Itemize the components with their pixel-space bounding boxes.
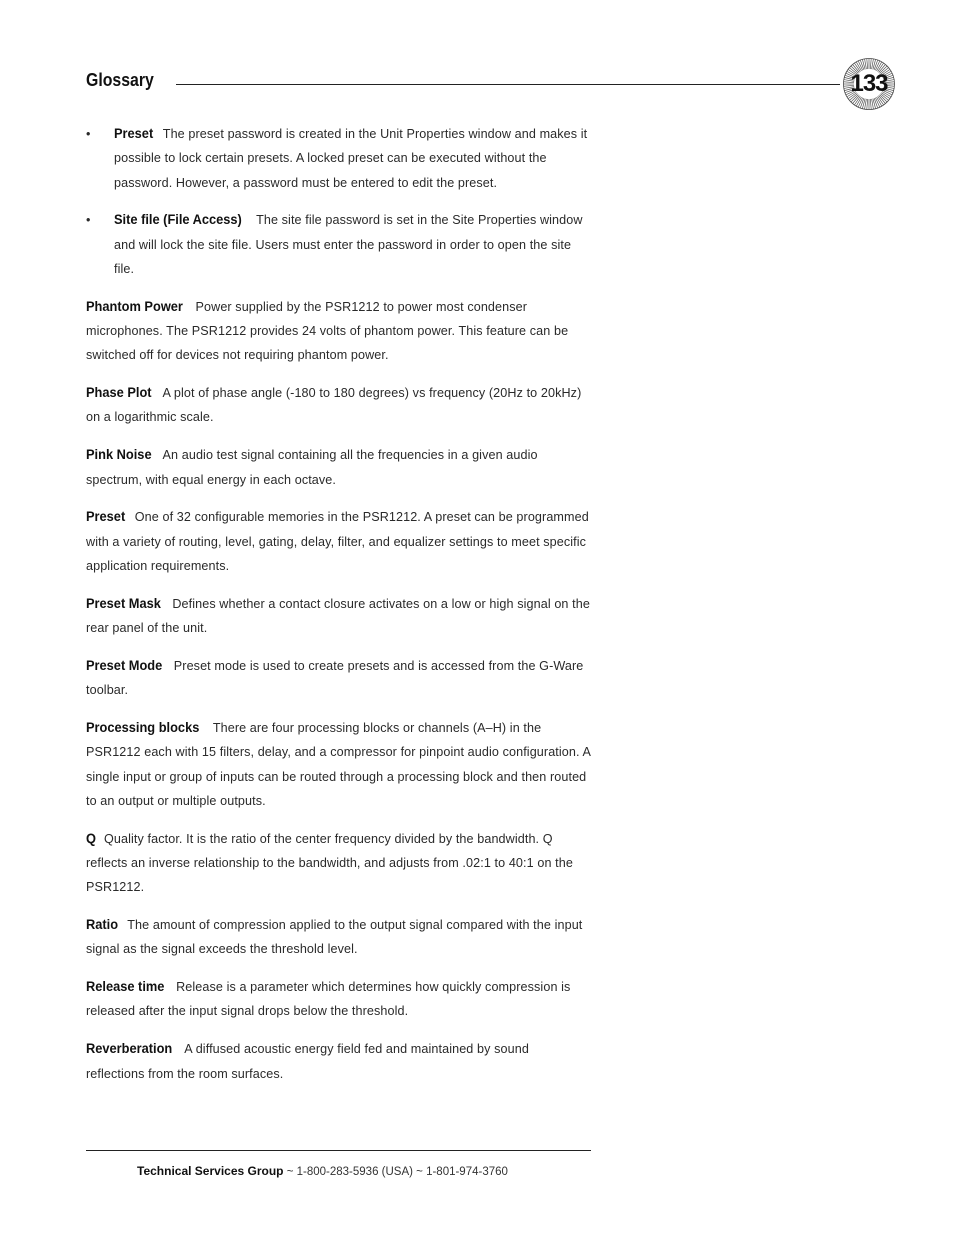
glossary-definition: The preset password is created in the Unit Properties window and makes it possible to lock certain presets. A locked preset can be executed without the password. However, a password must be entered to edit the preset. xyxy=(114,127,588,190)
glossary-term: Q xyxy=(86,830,96,846)
glossary-definition: A plot of phase angle (-180 to 180 degrees) vs frequency (20Hz to 20kHz) on a logarithmic scale. xyxy=(86,386,582,425)
glossary-entry xyxy=(86,975,591,1024)
footer-contact: ~ 1-800-283-5936 (USA) ~ 1-801-974-3760 xyxy=(283,1166,508,1178)
glossary-entry xyxy=(86,381,591,430)
page-number-badge xyxy=(843,58,895,110)
glossary-entry xyxy=(86,913,591,962)
footer-rule xyxy=(86,1150,591,1151)
glossary-definition: Defines whether a contact closure activates on a low or high signal on the rear panel of the unit. xyxy=(86,596,590,636)
glossary-term: Phase Plot xyxy=(86,385,152,401)
page-title: Glossary xyxy=(86,70,154,90)
glossary-definition: One of 32 configurable memories in the PSR1212. A preset can be programmed with a variety of routing, level, gating, delay, filter, and equalizer settings to meet specific application requirements. xyxy=(86,510,589,573)
glossary-definition: A diffused acoustic energy field fed and maintained by sound reflections from the room surfaces. xyxy=(86,1042,529,1081)
glossary-entry xyxy=(86,295,591,368)
glossary-term: Site file (File Access) xyxy=(114,212,242,228)
glossary-entry xyxy=(86,443,591,492)
glossary-definition: An audio test signal containing all the frequencies in a given audio spectrum, with equal energy in each octave. xyxy=(86,448,538,487)
glossary-definition: The amount of compression applied to the output signal compared with the input signal as the signal exceeds the threshold level. xyxy=(86,918,583,957)
glossary-entry xyxy=(86,505,591,578)
bullet-entry xyxy=(86,208,591,281)
glossary-term: Pink Noise xyxy=(86,447,152,463)
glossary-term: Phantom Power xyxy=(86,298,183,314)
bullet-entry xyxy=(86,122,591,195)
glossary-definition: Quality factor. It is the ratio of the center frequency divided by the bandwidth. Q reflects an inverse relationship to the bandwidth, and adjusts from .02:1 to 40:1 on the PSR1212. xyxy=(86,831,573,895)
glossary-definition: There are four processing blocks or channels (A–H) in the PSR1212 each with 15 filters, delay, and a compressor for pinpoint audio configuration. A single input or group of inputs can be routed through a processing block and then routed to an output or multiple outputs. xyxy=(86,720,591,808)
glossary-definition: Preset mode is used to create presets and is accessed from the G-Ware toolbar. xyxy=(86,658,584,698)
glossary-content xyxy=(86,122,591,1099)
glossary-entry xyxy=(86,592,591,641)
glossary-term: Reverberation xyxy=(86,1041,173,1057)
glossary-term: Processing blocks xyxy=(86,719,200,735)
glossary-term: Preset Mode xyxy=(86,657,163,673)
bullet-marker: • xyxy=(86,213,91,228)
bullet-marker: • xyxy=(86,127,91,141)
glossary-entry xyxy=(86,716,591,813)
footer xyxy=(137,1164,508,1178)
glossary-term: Preset Mask xyxy=(86,595,161,611)
glossary-entry xyxy=(86,827,591,900)
glossary-term: Ratio xyxy=(86,917,119,933)
glossary-term: Preset xyxy=(86,509,126,525)
header-rule xyxy=(176,84,840,85)
footer-group: Technical Services Group xyxy=(137,1164,284,1178)
glossary-definition: Release is a parameter which determines how quickly compression is released after the input signal drops below the threshold. xyxy=(86,980,571,1019)
page-number: 133 xyxy=(850,70,888,97)
glossary-definition: The site file password is set in the Site Properties window and will lock the site file. Users must enter the password in order to open the site file. xyxy=(114,213,583,276)
glossary-term: Preset xyxy=(114,126,154,141)
glossary-entry xyxy=(86,1037,591,1086)
glossary-definition: Power supplied by the PSR1212 to power most condenser microphones. The PSR1212 provides 24 volts of phantom power. This feature can be switched off for devices not requiring phantom power. xyxy=(86,299,569,363)
glossary-entry xyxy=(86,654,591,703)
glossary-term: Release time xyxy=(86,979,165,995)
